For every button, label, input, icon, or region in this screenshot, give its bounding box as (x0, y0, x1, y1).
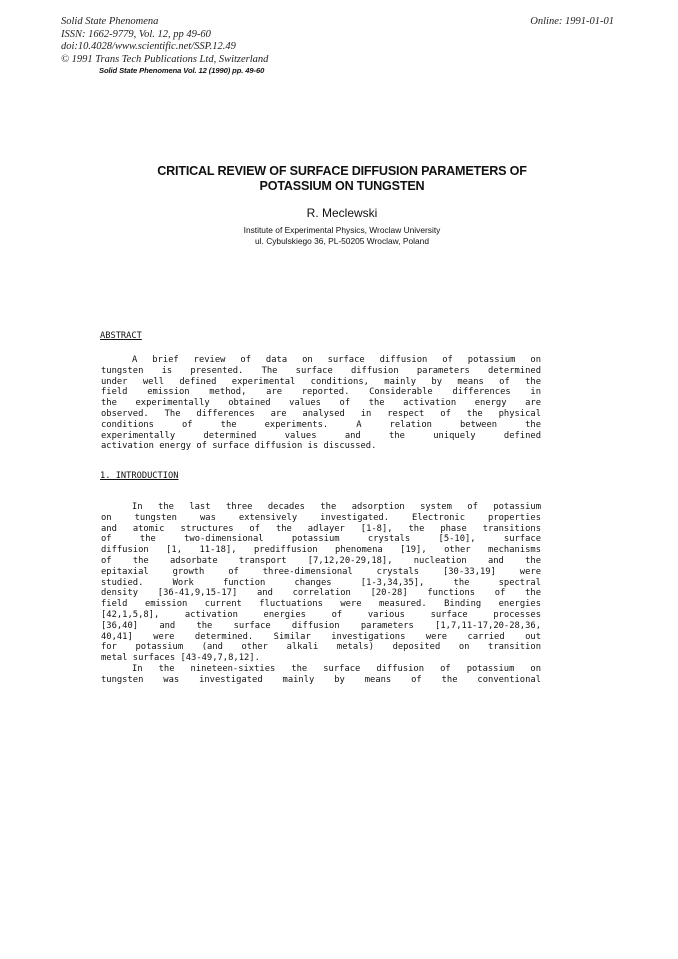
author-affiliation (100, 225, 584, 246)
text-line: epitaxial growth of three-dimensional crystals [30-33,19] were (101, 566, 541, 577)
text-line: diffusion [1, 11-18], prediffusion phenomena [19], other mechanisms (101, 545, 541, 556)
text-line: experimentally determined values and the uniquely defined (101, 430, 541, 441)
text-line: of the two-dimensional potassium crystals [5-10], surface (101, 534, 541, 545)
text-line: on tungsten was extensively investigated. Electronic properties (101, 512, 541, 523)
text-line: of the adsorbate transport [7,12,20-29,18], nucleation and the (101, 555, 541, 566)
abstract-heading: ABSTRACT (100, 331, 142, 341)
issn-line: ISSN: 1662-9779, Vol. 12, pp 49-60 (61, 28, 211, 40)
text-line: field emission method, are reported. Considerable differences in (101, 387, 541, 398)
abstract-body (101, 355, 541, 452)
affiliation-line-1: Institute of Experimental Physics, Wroclaw University (243, 225, 441, 235)
introduction-body (101, 502, 541, 686)
publication-metadata (61, 16, 268, 66)
text-line: density [36-41,9,15-17] and correlation [20-28] functions of the (101, 588, 541, 599)
doi-link[interactable]: doi:10.4028/www.scientific.net/SSP.12.49 (61, 41, 236, 53)
author-name: R. Meclewski (306, 206, 378, 220)
copyright-line: © 1991 Trans Tech Publications Ltd, Switzerland (61, 53, 269, 65)
text-line: In the nineteen-sixties the surface diffusion of potassium on (132, 663, 541, 674)
text-line: tungsten is presented. The surface diffusion parameters determined (101, 365, 541, 376)
journal-name: Solid State Phenomena (61, 16, 159, 27)
text-line: In the last three decades the adsorption system of potassium (132, 502, 541, 512)
text-line: 40,41] were determined. Similar investigations were carried out (101, 631, 541, 642)
text-line: metal surfaces [43-49,7,8,12]. (101, 653, 260, 664)
title-line-1: CRITICAL REVIEW OF SURFACE DIFFUSION PARAMETERS OF (157, 164, 527, 178)
text-line: studied. Work function changes [1-3,34,35], the spectral (101, 577, 541, 588)
text-line: under well defined experimental conditions, mainly by means of the (101, 376, 541, 387)
text-line: tungsten was investigated mainly by means of the conventional (101, 674, 541, 685)
text-line: and atomic structures of the adlayer [1-8], the phase transitions (101, 523, 541, 534)
text-line: A brief review of data on surface diffusion of potassium on (132, 355, 541, 365)
text-line: [36,40] and the surface diffusion parameters [1,7,11-17,20-28,36, (101, 620, 541, 631)
paper-title (100, 164, 584, 194)
text-line: field emission current fluctuations were measured. Binding energies (101, 599, 541, 610)
text-line: activation energy of surface diffusion is discussed. (101, 441, 377, 452)
text-line: the experimentally obtained values of the activation energy are (101, 398, 541, 409)
journal-volume-line: Solid State Phenomena Vol. 12 (1990) pp. 49-60 (99, 66, 265, 75)
text-line: observed. The differences are analysed in respect of the physical (101, 408, 541, 419)
affiliation-line-2: ul. Cybulskiego 36, PL-50205 Wroclaw, Poland (255, 235, 429, 246)
text-line: [42,1,5,8], activation energies of various surface processes (101, 609, 541, 620)
text-line: for potassium (and other alkali metals) deposited on transition (101, 642, 541, 653)
online-date: Online: 1991-01-01 (530, 16, 614, 27)
title-line-2: POTASSIUM ON TUNGSTEN (259, 179, 425, 193)
text-line: conditions of the experiments. A relation between the (101, 419, 541, 430)
introduction-heading: 1. INTRODUCTION (100, 471, 179, 481)
